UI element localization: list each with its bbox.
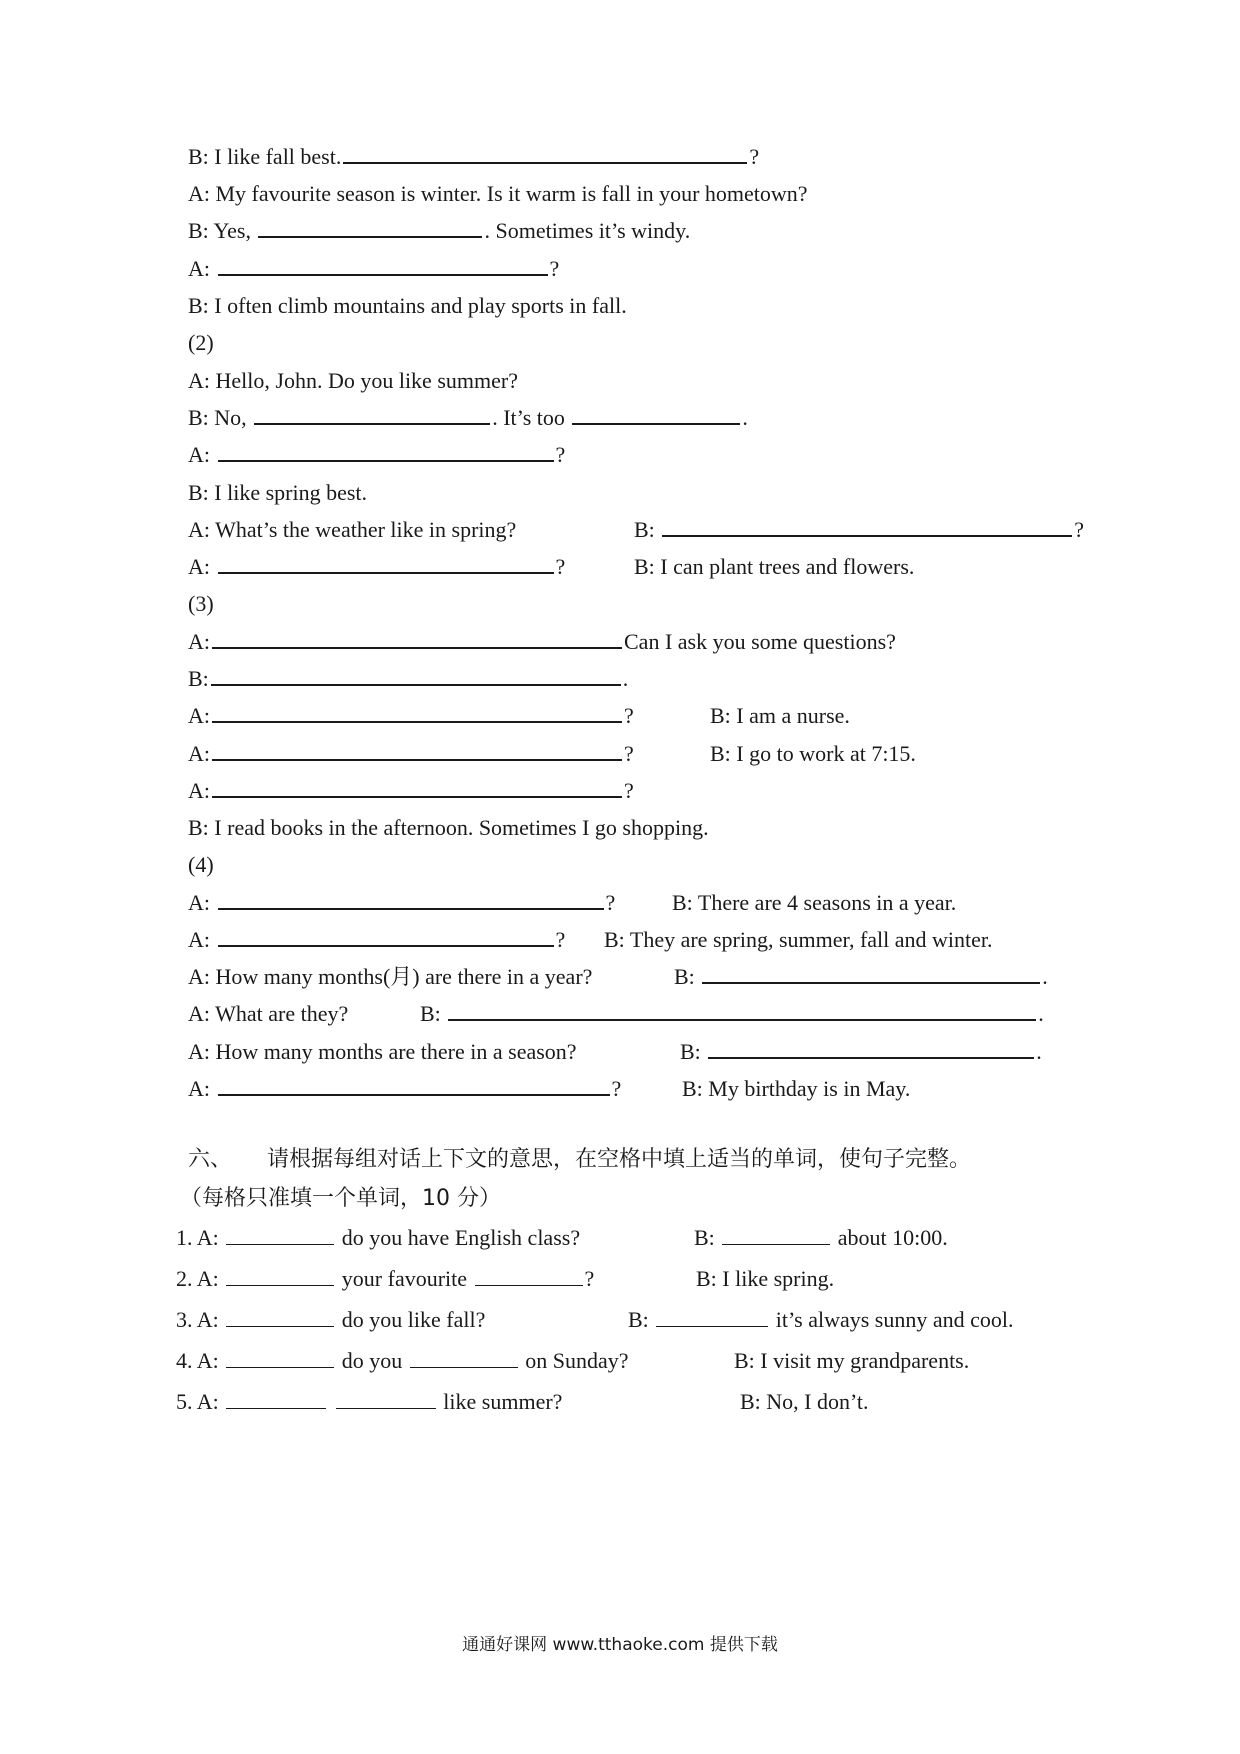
answer-blank[interactable] [572, 401, 740, 425]
answer-blank[interactable] [211, 662, 621, 686]
dialogue-line: B: I like spring best. [188, 480, 368, 505]
dialogue-line: A: ? B: There are 4 seasons in a year. [188, 886, 1118, 920]
dialogue-line: B: I like fall best. ? [188, 140, 759, 174]
answer-blank[interactable] [336, 1388, 436, 1409]
answer-blank[interactable] [212, 737, 622, 761]
dialogue-line: A: ? B: I can plant trees and flowers. [188, 550, 1118, 584]
dialogue-line: A: What are they? B: . [188, 997, 1118, 1031]
dialogue-line: A: ? [188, 774, 634, 808]
answer-blank[interactable] [448, 997, 1036, 1021]
dialogue-line: A: My favourite season is winter. Is it warm is fall in your hometown? [188, 181, 808, 206]
answer-blank[interactable] [226, 1265, 334, 1286]
section-heading: 六、 请根据每组对话上下文的意思，在空格中填上适当的单词，使句子完整。 [188, 1147, 972, 1172]
answer-blank[interactable] [218, 252, 548, 276]
answer-blank[interactable] [218, 550, 554, 574]
dialogue-line: A: Can I ask you some questions? [188, 625, 896, 659]
answer-blank[interactable] [218, 1072, 610, 1096]
dialogue-line: B: Yes, . Sometimes it’s windy. [188, 214, 690, 248]
answer-blank[interactable] [410, 1347, 518, 1368]
dialogue-line: A: ? [188, 252, 559, 286]
dialogue-line: B: No, . It’s too . [188, 401, 748, 435]
answer-blank[interactable] [212, 699, 622, 723]
dialogue-line: A: ? B: My birthday is in May. [188, 1072, 1118, 1106]
part-label: (4) [188, 852, 214, 877]
answer-blank[interactable] [226, 1224, 334, 1245]
section-note: （每格只准填一个单词，10 分） [180, 1186, 501, 1211]
answer-blank[interactable] [702, 960, 1040, 984]
exercise-item: 2. A: your favourite ? B: I like spring. [176, 1266, 835, 1291]
dialogue-line: B: . [188, 662, 628, 696]
answer-blank[interactable] [218, 438, 554, 462]
exercise-item: 3. A: do you like fall? B: it’s always sunny and cool. [176, 1307, 1014, 1332]
part-label: (2) [188, 330, 214, 355]
dialogue-line: B: I read books in the afternoon. Sometimes I go shopping. [188, 815, 709, 840]
answer-blank[interactable] [226, 1388, 326, 1409]
dialogue-line: A: Hello, John. Do you like summer? [188, 368, 518, 393]
dialogue-line: A: ? B: I am a nurse. [188, 699, 1118, 733]
part-label: (3) [188, 591, 214, 616]
dialogue-line: A: ? B: They are spring, summer, fall and winter. [188, 923, 1118, 957]
dialogue-line: A: ? [188, 438, 565, 472]
answer-blank[interactable] [343, 140, 747, 164]
dialogue-line: A: What’s the weather like in spring? B: ? [188, 513, 1118, 547]
dialogue-line: B: I often climb mountains and play sports in fall. [188, 293, 627, 318]
answer-blank[interactable] [226, 1306, 334, 1327]
exercise-item: 5. A: like summer? B: No, I don’t. [176, 1389, 869, 1414]
page-footer: 通通好课网 www.tthaoke.com 提供下载 [462, 1635, 778, 1655]
answer-blank[interactable] [708, 1035, 1034, 1059]
answer-blank[interactable] [218, 923, 554, 947]
answer-blank[interactable] [656, 1306, 768, 1327]
answer-blank[interactable] [475, 1265, 583, 1286]
exercise-item: 4. A: do you on Sunday? B: I visit my grandparents. [176, 1348, 970, 1373]
answer-blank[interactable] [212, 625, 622, 649]
dialogue-line: A: ? B: I go to work at 7:15. [188, 737, 1118, 771]
answer-blank[interactable] [258, 214, 482, 238]
answer-blank[interactable] [212, 774, 622, 798]
answer-blank[interactable] [218, 886, 604, 910]
dialogue-line: A: How many months(月) are there in a year? B: . [188, 960, 1118, 994]
exercise-item: 1. A: do you have English class? B: about 10:00. [176, 1225, 948, 1250]
answer-blank[interactable] [662, 513, 1072, 537]
answer-blank[interactable] [226, 1347, 334, 1368]
answer-blank[interactable] [254, 401, 490, 425]
dialogue-line: A: How many months are there in a season? B: . [188, 1035, 1118, 1069]
answer-blank[interactable] [722, 1224, 830, 1245]
